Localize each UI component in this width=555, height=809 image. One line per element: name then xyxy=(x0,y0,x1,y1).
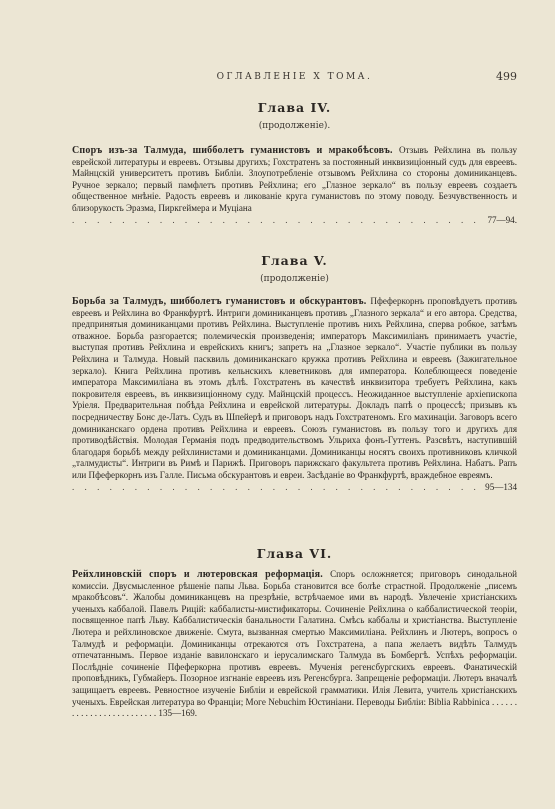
chapter-title: Глава VI. xyxy=(256,546,333,561)
section-heading: Споръ изъ-за Талмуда, шибболетъ гуманистовъ и мракобѣсовъ. xyxy=(72,145,399,156)
chapter-4 xyxy=(72,100,517,226)
page-range: 135—169. xyxy=(158,708,198,719)
chapter-contents xyxy=(72,145,517,215)
chapter-title: Глава V. xyxy=(261,253,328,268)
running-title: ОГЛАВЛЕНІЕ X ТОМА. xyxy=(216,72,373,82)
chapter-contents xyxy=(72,569,517,720)
section-summary: Отзывъ Рейхлина въ пользу еврейской литературы и евреевъ. Отзывы другихъ; Гохстратенъ за постоянный инквизиціонный судъ для евреевъ. Майнцскій университетъ противъ Библіи. Злоупотребленіе отзывомъ Рейхлина со стороны доминиканцевъ. Ручное зеркало; первый памфлетъ противъ Рейхлина; его „Глазное зеркало“ въ пользу евреевъ создаетъ общественное мнѣніе. Радость евреевъ и ликованіе круга гуманистовъ по этому поводу. Безчувственность и близорукость Эразма, Пиркгеймера и Муціана xyxy=(72,145,517,213)
page-range: 95—134 xyxy=(485,481,517,492)
chapter-subtitle: (продолженіе) xyxy=(260,274,329,284)
chapter-contents xyxy=(72,296,517,482)
section-summary: Споръ осложняется; приговоръ синодальной комиссіи. Двусмысленное рѣшеніе папы Льва. Борьба становится все болѣе страстной. Продолженіе „писемъ мракобѣсовъ“. Жалобы доминиканцевъ на презрѣніе, встрѣчаемое ими въ народѣ. Увлеченіе христіанскихъ ученыхъ каббалой. Павелъ Рицій: каббалисты-мистификаторы. Сочиненіе Рейхлина о каббалистической теоріи, посвященное папѣ Льву. Каббалистическія банальности Галатина. Смѣсь каббалы и христіанства. Выступленіе Лютера и рейхлиновское движеніе. Смута, вызванная смертью Максимиліана. Рейхлинъ и Лютеръ, вопросъ о Талмудѣ и реформаціи. Доминиканцы отрекаются отъ Гохстратена, а папа желаетъ видѣть Талмудъ отпечатаннымъ. Первое изданіе вавилонскаго и іерусалимскаго Талмуда въ Бомбергѣ. Успѣхъ реформаціи. Послѣдніе сочиненіе Пфеферкорна противъ евреевъ. Мученія регенсбургскихъ евреевъ. Фанатическій проповѣдникъ, Губмайеръ. Позорное изгнаніе евреевъ изъ Регенсбурга. Запрещеніе реформаціи. Лютеръ вначалѣ защищаетъ евреевъ. Ревностное изученіе Библіи и еврейской грамматики. Илія Левита, учитель христіанскихъ ученыхъ. Еврейская литература во Франціи; Мoгe Nebuchim Юстиніани. Переводы Библіи: Biblia Rabbinica xyxy=(72,569,517,707)
chapter-6 xyxy=(72,546,517,720)
leader-dots xyxy=(72,215,483,227)
page-range-line xyxy=(72,482,517,494)
page-range-line xyxy=(72,215,517,227)
page-range: 77—94. xyxy=(487,214,517,225)
running-head xyxy=(72,72,517,86)
leader-dots xyxy=(72,482,481,494)
section-heading: Борьба за Талмудъ, шибболетъ гуманистовъ и обскурантовъ. xyxy=(72,296,371,307)
page-number: 499 xyxy=(496,70,517,83)
chapter-5 xyxy=(72,253,517,493)
section-heading: Рейхлиновскій споръ и лютеровская реформація. xyxy=(72,569,331,580)
leader-dots: . . . . . . . . . . . . . . . . . . . . . . . . . xyxy=(72,696,517,719)
chapter-title: Глава IV. xyxy=(257,100,332,115)
section-summary: Пфеферкорнъ проповѣдуетъ противъ евреевъ и Рейхлина во Франкфуртѣ. Интриги доминиканцевъ противъ „Глазного зеркала“ и его автора. Средства, предпринятыя доминиканцами противъ Рейхлина. Выступленіе противъ нихъ Рейхлина, сперва робкое, затѣмъ отважное. Борьба разгорается; полемическія произведенія; императоръ Максимиліанъ принимаетъ участіе, выступая противъ Рейхлина и еврейскихъ книгъ; запретъ на „Глазное зеркало“. Участіе публики въ пользу Рейхлина и Талмуда. Новый пасквиль доминиканскаго кружка противъ Рейхлина и евреевъ (Зажигательное зеркало). Книга Рейхлина противъ кельнскихъ клеветниковъ для императора. Колеблющееся поведеніе императора Максимиліана въ этомъ дѣлѣ. Гохстратенъ въ качествѣ инквизитора требуетъ Рейхлина, какъ покровителя евреевъ, въ инквизиціонному суду. Майнцскій процессъ. Неожиданное выступленіе архіепископа Уріеля. Предварительная побѣда Рейхлина и еврейской литературы. Докладъ папѣ о процессѣ; призывъ къ посредничеству Бонс де-Латъ. Судъ въ Шпейерѣ и приговоръ надъ Гохстратеномъ. Его махинаціи. Заговоръ всего доминиканскаго ордена противъ Рейхлина и евреевъ. Союзъ гуманистовъ въ пользу того и другихъ для противодѣйствія. Молодая Германія подъ предводительствомъ Ульриха фонъ-Гуттенъ. Разсвѣтъ, наступившій благодаря борьбѣ между рейхлинистами и доминиканцами. Доминиканцы носятъ своихъ противниковъ кличкой „талмудисты“. Интриги въ Римѣ и Парижѣ. Приговоръ парижскаго факультета противъ Рейхлина. Набатъ. Рапъ или Пфеферкорнъ изъ Галле. Письма обскурантовъ и евреи. Засѣданіе во Франкфуртѣ, враждебное евреямъ. xyxy=(72,296,517,480)
chapter-subtitle: (продолженіе). xyxy=(258,121,331,131)
